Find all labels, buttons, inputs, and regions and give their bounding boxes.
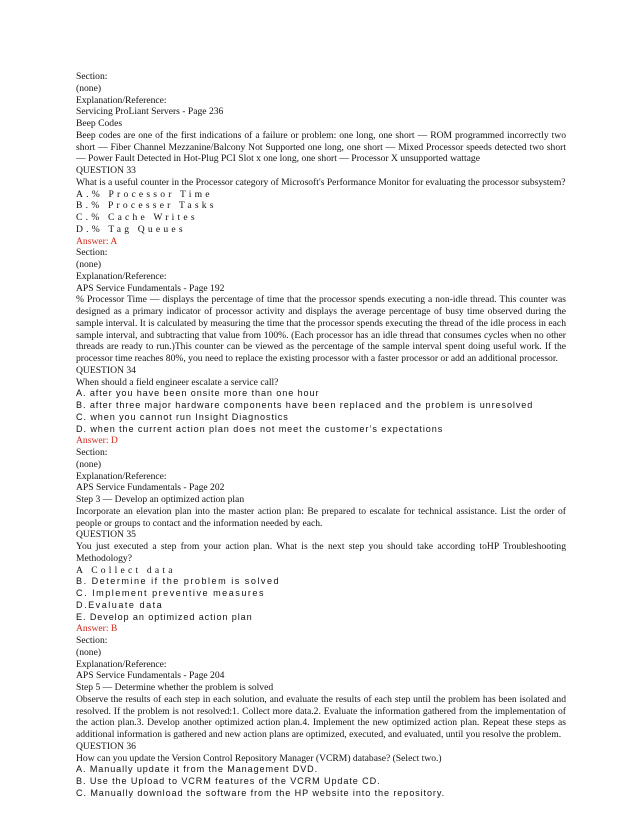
answer: Answer: B <box>76 623 118 635</box>
question-title: QUESTION 33 <box>76 165 136 176</box>
option-a: A Collect data <box>76 564 176 576</box>
section-value: (none) <box>76 458 102 470</box>
explanation-label: Explanation/Reference: <box>76 658 167 670</box>
explanation-text: Observe the results of each step in each solution, and evaluate the results of each step until the problem has been isolated and resolved. If the problem is not resolved:1. Collect more data.2. Evaluate the information gathered from the implementation of the action plan.3. Develop another optimized action plan.4. Implement the new optimized action plan. Repeat these steps as additional information is gathered and new action plans are optimized, executed, and evaluated, until you resolve the problem. <box>76 693 566 740</box>
option-d: D. when the current action plan does not meet the customer’s expectations <box>76 423 444 434</box>
option-b: B. Determine if the problem is solved <box>76 576 281 587</box>
option-a: A.% Processor Time <box>76 188 213 200</box>
option-e: E. Develop an optimized action plan <box>76 611 253 622</box>
section-label: Section: <box>76 447 108 458</box>
option-d: D.Evaluate data <box>76 599 164 610</box>
topic: Step 5 — Determine whether the problem is solved <box>76 682 274 693</box>
question-text: When should a field engineer escalate a service call? <box>76 376 279 388</box>
question-title: QUESTION 36 <box>76 740 136 752</box>
topic: Step 3 — Develop an optimized action plan <box>76 494 245 505</box>
section-label: Section: <box>76 247 108 259</box>
question-title: QUESTION 35 <box>76 529 136 541</box>
explanation-label: Explanation/Reference: <box>76 270 167 282</box>
question-text: What is a useful counter in the Processor category of Microsoft's Performance Monitor for evaluating the processor subsystem? <box>76 176 566 188</box>
option-c: C. Manually download the software from the HP website into the repository. <box>76 787 446 798</box>
reference: Servicing ProLiant Servers - Page 236 <box>76 106 224 118</box>
option-a: A. after you have been onsite more than one hour <box>76 388 320 399</box>
explanation-text: Beep codes are one of the first indications of a failure or problem: one long, one short — ROM programmed incorrectly two short — Fiber Channel Mezzanine/Balcony Not Supported one long, one short — Mixed Processor speeds detected two short — Power Fault Detected in Hot-Plug PCI Slot x one long, one short — Processor X unsupported wattage <box>76 129 566 165</box>
section-label: Section: <box>76 71 108 82</box>
question-text: You just executed a step from your action plan. What is the next step you should take according toHP Troubleshooting Methodology? <box>76 541 566 564</box>
reference: APS Service Fundamentals - Page 204 <box>76 670 225 682</box>
option-a: A. Manually update it from the Management DVD. <box>76 764 319 775</box>
question-text: How can you update the Version Control Repository Manager (VCRM) database? (Select two.) <box>76 752 442 764</box>
option-c: C. when you cannot run Insight Diagnostics <box>76 411 289 422</box>
option-c: C.% Cache Writes <box>76 212 198 223</box>
option-c: C. Implement preventive measures <box>76 588 266 598</box>
option-b: B. after three major hardware components have been replaced and the problem is unresolved <box>76 400 534 410</box>
reference: APS Service Fundamentals - Page 192 <box>76 282 225 294</box>
explanation-label: Explanation/Reference: <box>76 94 167 106</box>
section-label: Section: <box>76 635 108 646</box>
section-value: (none) <box>76 82 102 94</box>
explanation-text: % Processor Time — displays the percentage of time that the processor spends executing a non-idle thread. This counter was designed as a primary indicator of processor activity and displays the average percentage of busy time observed during the sample interval. It is calculated by measuring the time that the processor spends executing the thread of the idle process in each sample interval, and subtracting that value from 100%. (Each processor has an idle thread that consumes cycles when no other threads are ready to run.)This counter can be viewed as the percentage of the sample interval spent doing useful work. If the processor time reaches 80%, you need to replace the existing processor with a faster processor or add an additional processor. <box>76 294 566 364</box>
explanation-text: Incorporate an elevation plan into the master action plan: Be prepared to escalate for technical assistance. List the order of people or groups to contact and the information needed by each. <box>76 505 566 529</box>
explanation-label: Explanation/Reference: <box>76 470 167 482</box>
answer: Answer: A <box>76 235 118 247</box>
document-page <box>76 71 566 800</box>
topic: Beep Codes <box>76 118 123 129</box>
reference: APS Service Fundamentals - Page 202 <box>76 482 225 494</box>
option-b: B. Use the Upload to VCRM features of the VCRM Update CD. <box>76 776 381 786</box>
section-value: (none) <box>76 259 102 270</box>
question-title: QUESTION 34 <box>76 364 136 376</box>
option-d: D.% Tag Queues <box>76 223 186 235</box>
section-value: (none) <box>76 646 102 658</box>
option-b: B.% Processer Tasks <box>76 200 217 212</box>
answer: Answer: D <box>76 435 118 447</box>
